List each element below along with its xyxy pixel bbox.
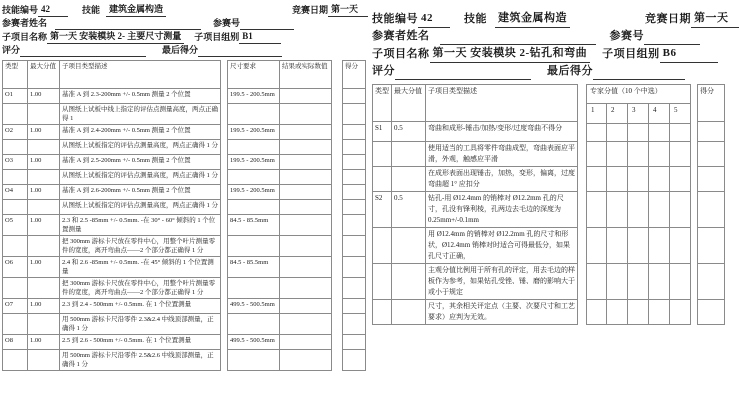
column-gap <box>332 200 342 215</box>
date-value: 第一天 <box>328 3 368 17</box>
column-gap <box>332 278 342 299</box>
cell-type <box>2 278 28 299</box>
cell-expert-score <box>586 192 607 228</box>
cell-description: 基准 A 到 2.4-200mm +/- 0.5mm 测量 2 个位置 <box>60 125 221 140</box>
cell-type <box>372 300 392 325</box>
column-gap <box>578 264 586 300</box>
cell-score <box>342 170 366 185</box>
table-row <box>2 185 368 200</box>
cell-size-requirement <box>227 140 280 155</box>
cell-description: 在成形表面出现锤击，加热，变形，偏离，过度弯曲超 1° 应扣分 <box>426 167 578 192</box>
cell-expert-score <box>649 142 670 167</box>
col-header-max: 最大分值 <box>392 84 426 122</box>
cell-description: 尺寸，其余相关评定点（主要、次要尺寸和工艺要求）应判为无效。 <box>426 300 578 325</box>
cell-type <box>372 167 392 192</box>
expert-col-number: 4 <box>649 104 670 124</box>
group-label: 子项目组别 <box>194 32 240 42</box>
column-gap <box>578 300 586 325</box>
cell-score <box>342 350 366 371</box>
competitor-no-label: 参赛号 <box>609 30 644 42</box>
cell-expert-score <box>649 228 670 264</box>
cell-expert-score <box>607 300 628 325</box>
cell-score <box>697 167 725 192</box>
cell-expert-score <box>670 228 691 264</box>
expert-col-number: 5 <box>670 104 691 124</box>
cell-size-requirement <box>227 200 280 215</box>
table-body <box>2 89 368 371</box>
cell-type <box>2 200 28 215</box>
column-gap <box>332 170 342 185</box>
cell-type <box>372 228 392 264</box>
header-line-subproject <box>2 30 368 44</box>
skill-label: 技能 <box>82 5 101 15</box>
cell-type <box>2 140 28 155</box>
final-score-label: 最后得分 <box>162 45 199 55</box>
cell-result-value <box>280 215 332 236</box>
col-header-type: 类型 <box>2 60 28 89</box>
cell-expert-score <box>670 122 691 142</box>
cell-description: 用 Ø12.4mm 的销棒对 Ø12.2mm 孔的尺寸和形状，Ø12.4mm 销棒对时适合可得最低分，如果孔尺寸正确， <box>426 228 578 264</box>
cell-score <box>342 314 366 335</box>
cell-result-value <box>280 140 332 155</box>
cell-description: 弯曲和成形-锤击/加热/变形/过度弯曲不得分 <box>426 122 578 142</box>
table-body <box>372 122 739 325</box>
cell-max-score <box>28 170 60 185</box>
cell-score <box>697 192 725 228</box>
competitor-no-label: 参赛号 <box>213 18 241 28</box>
col-header-expert: 专家分值（10 个中选） <box>586 84 691 104</box>
cell-expert-score <box>628 167 649 192</box>
cell-size-requirement <box>227 104 280 125</box>
cell-max-score: 0.5 <box>392 122 426 142</box>
subproject-label: 子项目名称 <box>372 48 430 60</box>
cell-result-value <box>280 335 332 350</box>
cell-score <box>342 236 366 257</box>
table-row <box>2 89 368 104</box>
table-row <box>2 278 368 299</box>
cell-description: 钻孔-用 Ø12.4mm 的销棒对 Ø12.2mm 孔的尺寸，孔没有锋利棱，孔两边去毛边的深度为 0.25mm+/-0.1mm <box>426 192 578 228</box>
cell-max-score <box>392 142 426 167</box>
column-gap <box>578 192 586 228</box>
table-row <box>372 300 739 325</box>
cell-score <box>697 300 725 325</box>
col-header-score: 得分 <box>697 84 725 122</box>
cell-expert-score <box>670 167 691 192</box>
date-label: 竞赛日期 <box>291 5 328 15</box>
col-header-desc: 子项目类型描述 <box>426 84 578 122</box>
cell-size-requirement: 199.5 - 200.5mm <box>227 185 280 200</box>
cell-description: 使用适当的工具将零件弯曲成型，弯曲表面应平滑，外观，触感应平滑 <box>426 142 578 167</box>
column-gap <box>332 104 342 125</box>
cell-expert-score <box>586 264 607 300</box>
cell-max-score: 1.00 <box>28 215 60 236</box>
cell-max-score <box>28 200 60 215</box>
cell-type: O5 <box>2 215 28 236</box>
column-gap <box>578 167 586 192</box>
cell-score <box>342 257 366 278</box>
col-header-max: 最大分值 <box>28 60 60 89</box>
cell-score <box>342 215 366 236</box>
cell-expert-score <box>670 300 691 325</box>
cell-type <box>2 104 28 125</box>
score-sheet-left <box>2 0 368 371</box>
cell-expert-score <box>649 122 670 142</box>
column-gap <box>578 122 586 142</box>
cell-size-requirement <box>227 236 280 257</box>
cell-expert-score <box>607 228 628 264</box>
expert-col-number: 1 <box>586 104 607 124</box>
cell-score <box>697 142 725 167</box>
cell-type: O3 <box>2 155 28 170</box>
cell-score <box>697 228 725 264</box>
score-sheet-right <box>372 0 739 325</box>
cell-expert-score <box>628 142 649 167</box>
cell-type: O4 <box>2 185 28 200</box>
score-label: 评分 <box>372 65 395 77</box>
group-value: B6 <box>660 45 718 63</box>
header-line-subproject <box>372 45 739 63</box>
cell-expert-score <box>586 300 607 325</box>
cell-size-requirement <box>227 278 280 299</box>
table-row <box>2 236 368 257</box>
skill-no-label: 技能编号 <box>2 5 39 15</box>
col-header-score: 得分 <box>342 60 366 89</box>
cell-type <box>372 142 392 167</box>
cell-type: S1 <box>372 122 392 142</box>
cell-result-value <box>280 200 332 215</box>
col-header-result: 结果或实际数值 <box>280 60 332 89</box>
cell-description: 用 500mm 游标卡尺沿零件 2.5&2.6 中线顶部测量，正确得 1 分 <box>60 350 221 371</box>
table-row <box>2 155 368 170</box>
cell-type <box>2 170 28 185</box>
cell-result-value <box>280 314 332 335</box>
column-gap <box>332 257 342 278</box>
cell-type <box>2 314 28 335</box>
header-line-score <box>2 44 368 57</box>
cell-max-score <box>392 300 426 325</box>
cell-size-requirement <box>227 314 280 335</box>
table-row <box>2 104 368 125</box>
cell-expert-score <box>649 300 670 325</box>
cell-max-score: 1.00 <box>28 257 60 278</box>
table-row <box>372 192 739 228</box>
skill-no-value: 42 <box>38 3 68 17</box>
cell-max-score: 1.00 <box>28 335 60 350</box>
cell-result-value <box>280 278 332 299</box>
skill-no-label: 技能编号 <box>372 13 418 25</box>
table-row <box>2 125 368 140</box>
cell-type <box>372 264 392 300</box>
expert-col-number: 3 <box>628 104 649 124</box>
cell-description: 基准 A 到 2.5-200mm +/- 0.5mm 测量 2 个位置 <box>60 155 221 170</box>
cell-size-requirement: 499.5 - 500.5mm <box>227 299 280 314</box>
final-score-blank <box>593 79 685 80</box>
cell-expert-score <box>628 122 649 142</box>
cell-type: O7 <box>2 299 28 314</box>
cell-expert-score <box>670 264 691 300</box>
table-row <box>2 299 368 314</box>
group-value: B1 <box>239 30 281 44</box>
cell-description: 从图纸上试板中线上指定的评估点测量高度，两点正确得 1 <box>60 104 221 125</box>
cell-size-requirement: 199.5 - 200.5mm <box>227 155 280 170</box>
cell-max-score: 1.00 <box>28 89 60 104</box>
cell-max-score: 1.00 <box>28 125 60 140</box>
measurement-table <box>2 60 368 371</box>
col-header-requirement: 尺寸要求 <box>227 60 280 89</box>
cell-expert-score <box>628 228 649 264</box>
cell-score <box>342 185 366 200</box>
cell-type: O8 <box>2 335 28 350</box>
cell-type <box>2 236 28 257</box>
column-gap <box>332 299 342 314</box>
table-row <box>2 335 368 350</box>
cell-expert-score <box>607 122 628 142</box>
cell-size-requirement: 499.5 - 500.5mm <box>227 335 280 350</box>
cell-expert-score <box>628 264 649 300</box>
score-blank <box>395 79 531 80</box>
cell-expert-score <box>670 142 691 167</box>
column-gap <box>332 215 342 236</box>
column-gap <box>578 142 586 167</box>
skill-name-value: 建筑金属构造 <box>106 3 166 17</box>
table-row <box>372 122 739 142</box>
cell-description: 基准 A 到 2.3-200mm +/- 0.5mm 测量 2 个位置 <box>60 89 221 104</box>
cell-result-value <box>280 299 332 314</box>
cell-type: O6 <box>2 257 28 278</box>
cell-result-value <box>280 104 332 125</box>
table-header-row <box>372 84 739 122</box>
group-label: 子项目组别 <box>602 48 660 60</box>
table-row <box>2 200 368 215</box>
cell-size-requirement: 199.5 - 200.5mm <box>227 125 280 140</box>
cell-result-value <box>280 350 332 371</box>
cell-expert-score <box>628 300 649 325</box>
table-header-row <box>2 60 368 89</box>
cell-score <box>342 140 366 155</box>
skill-label: 技能 <box>464 13 487 25</box>
date-label: 竞赛日期 <box>645 13 691 25</box>
cell-result-value <box>280 257 332 278</box>
cell-size-requirement: 84.5 - 85.5mm <box>227 215 280 236</box>
cell-description: 从图纸上试板指定的评估点测量高度，两点正确得 1 分 <box>60 200 221 215</box>
subproject-label: 子项目名称 <box>2 32 48 42</box>
cell-expert-score <box>649 192 670 228</box>
header-line-competitor <box>372 28 739 45</box>
cell-expert-score <box>607 142 628 167</box>
cell-type <box>2 350 28 371</box>
cell-description: 2.4 和 2.6 -85mm +/- 0.5mm. -在 45° 倾斜的 1 个位置测量 <box>60 257 221 278</box>
header-line-competitor <box>2 17 368 30</box>
cell-max-score: 0.5 <box>392 192 426 228</box>
cell-result-value <box>280 125 332 140</box>
col-header-type: 类型 <box>372 84 392 122</box>
cell-score <box>342 89 366 104</box>
column-gap <box>332 236 342 257</box>
cell-description: 用 500mm 游标卡尺沿零件 2.3&2.4 中线顶部测量，正确得 1 分 <box>60 314 221 335</box>
cell-score <box>342 125 366 140</box>
score-label: 评分 <box>2 45 21 55</box>
cell-max-score <box>28 278 60 299</box>
header-line-score <box>372 63 739 80</box>
table-row <box>2 314 368 335</box>
cell-max-score <box>28 140 60 155</box>
cell-result-value <box>280 155 332 170</box>
cell-result-value <box>280 170 332 185</box>
cell-max-score <box>28 350 60 371</box>
cell-max-score <box>28 314 60 335</box>
cell-description: 基准 A 到 2.6-200mm +/- 0.5mm 测量 2 个位置 <box>60 185 221 200</box>
cell-score <box>342 200 366 215</box>
subproject-value: 第一天 安装模块 2-钻孔和弯曲 <box>430 45 591 63</box>
cell-type: O1 <box>2 89 28 104</box>
table-row <box>2 350 368 371</box>
cell-result-value <box>280 236 332 257</box>
cell-type: S2 <box>372 192 392 228</box>
cell-description: 从图纸上试板指定的评估点测量高度，两点正确得 1 分 <box>60 140 221 155</box>
cell-max-score: 1.00 <box>28 299 60 314</box>
expert-score-header-block <box>586 84 691 122</box>
date-value: 第一天 <box>691 10 739 28</box>
cell-description: 2.3 和 2.5 -85mm +/- 0.5mm. -在 30° - 60° 倾斜的 1 个位置测量 <box>60 215 221 236</box>
cell-expert-score <box>607 264 628 300</box>
cell-max-score: 1.00 <box>28 185 60 200</box>
table-row <box>2 215 368 236</box>
table-row <box>2 257 368 278</box>
table-row <box>372 142 739 167</box>
column-gap <box>332 140 342 155</box>
subproject-value: 第一天 安装模块 2- 主要尺寸测量 <box>47 30 184 44</box>
cell-type: O2 <box>2 125 28 140</box>
column-gap <box>332 335 342 350</box>
skill-name-value: 建筑金属构造 <box>495 10 570 28</box>
table-row <box>372 228 739 264</box>
competitor-label: 参赛者姓名 <box>372 30 430 42</box>
skill-no-value: 42 <box>418 10 450 28</box>
cell-expert-score <box>649 264 670 300</box>
competitor-label: 参赛者姓名 <box>2 18 48 28</box>
cell-description: 2.5 到 2.6 - 500mm +/- 0.5mm. 在 1 个位置测量 <box>60 335 221 350</box>
cell-size-requirement: 84.5 - 85.5mm <box>227 257 280 278</box>
cell-expert-score <box>586 167 607 192</box>
final-score-blank <box>198 56 282 57</box>
column-gap <box>332 314 342 335</box>
cell-score <box>342 104 366 125</box>
cell-result-value <box>280 185 332 200</box>
cell-size-requirement: 199.5 - 200.5mm <box>227 89 280 104</box>
cell-score <box>342 335 366 350</box>
expert-col-number: 2 <box>607 104 628 124</box>
cell-expert-score <box>628 192 649 228</box>
cell-max-score <box>28 104 60 125</box>
column-gap <box>332 185 342 200</box>
header-line-skill <box>372 10 739 28</box>
final-score-label: 最后得分 <box>547 65 593 77</box>
cell-expert-score <box>586 142 607 167</box>
cell-description: 把 300mm 游标卡尺放在零件中心，用整个叶片测量零件的宽度，离开弯曲点——2 个部分都正确得 1 分 <box>60 278 221 299</box>
cell-expert-score <box>586 122 607 142</box>
column-gap <box>332 125 342 140</box>
cell-expert-score <box>607 167 628 192</box>
column-gap <box>578 228 586 264</box>
column-gap <box>332 350 342 371</box>
table-row <box>2 140 368 155</box>
cell-max-score: 1.00 <box>28 155 60 170</box>
cell-max-score <box>392 264 426 300</box>
table-row <box>2 170 368 185</box>
expert-number-row <box>586 104 691 122</box>
cell-size-requirement <box>227 350 280 371</box>
col-header-desc: 子项目类型描述 <box>60 60 221 89</box>
cell-max-score <box>392 228 426 264</box>
column-gap <box>332 155 342 170</box>
cell-score <box>342 278 366 299</box>
cell-max-score <box>28 236 60 257</box>
cell-description: 把 300mm 游标卡尺放在零件中心，用整个叶片测量零件的宽度，离开弯曲点——2 个部分都正确得 1 分 <box>60 236 221 257</box>
cell-size-requirement <box>227 170 280 185</box>
cell-description: 2.3 到 2.4 - 500mm +/- 0.5mm. 在 1 个位置测量 <box>60 299 221 314</box>
cell-description: 从图纸上试板指定的评估点测量高度，两点正确得 1 分 <box>60 170 221 185</box>
cell-expert-score <box>586 228 607 264</box>
column-gap <box>332 89 342 104</box>
cell-expert-score <box>649 167 670 192</box>
score-blank <box>20 56 146 57</box>
cell-expert-score <box>670 192 691 228</box>
cell-score <box>697 264 725 300</box>
header-line-skill <box>2 3 368 17</box>
cell-score <box>342 155 366 170</box>
cell-max-score <box>392 167 426 192</box>
cell-description: 主观分值比例用于所有孔的评定，用去毛边的样板作为参考，如果钻孔受锉、锤、磨的影响大于或小于规定 <box>426 264 578 300</box>
cell-result-value <box>280 89 332 104</box>
cell-score <box>697 122 725 142</box>
table-row <box>372 264 739 300</box>
drilling-bending-table <box>372 84 739 325</box>
cell-score <box>342 299 366 314</box>
table-row <box>372 167 739 192</box>
cell-expert-score <box>607 192 628 228</box>
